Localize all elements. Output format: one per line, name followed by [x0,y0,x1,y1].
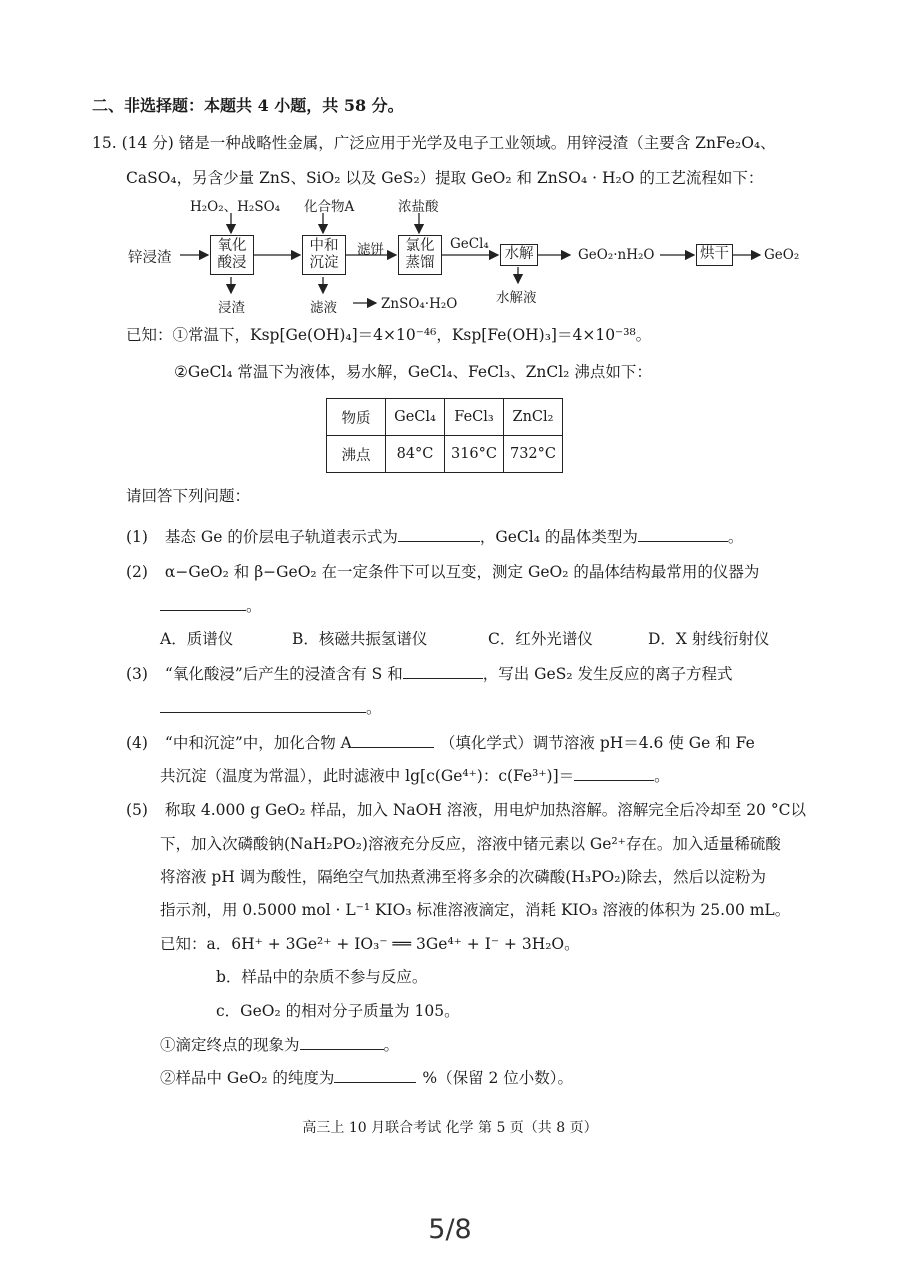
boiling-point-table [326,398,563,473]
option-d[interactable]: D．X 射线衍射仪 [648,630,770,648]
sub-question-2-blank-line [160,594,262,616]
sub-question-5-part1 [160,1033,399,1055]
flow-output-leach-residue: 浸渣 [218,300,245,316]
flow-box3-line1: 氯化 [405,238,435,254]
sub-question-end: 。 [366,699,382,717]
flow-label-hydrated-geo2: GeO₂·nH₂O [578,247,655,263]
known-reaction-equation: 已知：a．6H⁺ + 3Ge²⁺ + IO₃⁻ ══ 3Ge⁴⁺ + I⁻ + 3H₂O。 [160,935,580,953]
sub-question-1 [126,525,743,547]
question-15-intro-line2: CaSO₄，另含少量 ZnS、SiO₂ 以及 GeS₂）提取 GeO₂ 和 ZnSO₄ · H₂O 的工艺流程如下： [126,169,764,187]
sub-question-text: “氧化酸浸”后产生的浸渣含有 S 和 [164,665,403,683]
table-cell: ZnCl₂ [504,399,563,436]
answer-blank[interactable] [160,595,246,612]
flow-reagent-conc-hcl: 浓盐酸 [398,199,439,215]
sub-question-number: (1) [126,528,148,546]
question-15-intro-line1: 15. (14 分) 锗是一种战略性金属，广泛应用于光学及电子工业领域。用锌浸渣（主要含 ZnFe₂O₄、 [92,134,776,152]
sub-question-5 [126,798,806,820]
flow-label-geo2-product: GeO₂ [764,247,800,263]
table-cell: FeCl₃ [445,399,504,436]
sub-question-text: （填化学式）调节溶液 pH＝4.6 使 Ge 和 Fe [439,734,755,752]
flow-start-zinc-residue: 锌浸渣 [128,250,172,266]
sub-question-text: ，GeCl₄ 的晶体类型为 [479,528,638,546]
flow-box2-line2: 沉淀 [309,255,339,271]
flow-label-gecl4: GeCl₄ [450,236,489,252]
section-header: 二、非选择题：本题共 4 小题，共 58 分。 [92,96,404,115]
sub-question-end: 。 [727,528,744,546]
flow-output-filtrate: 滤液 [310,300,337,316]
known-impurities-note: b．样品中的杂质不参与反应。 [216,968,428,986]
sub-question-end: 。 [654,767,670,785]
table-cell: GeCl₄ [386,399,445,436]
sub-question-end: 。 [383,1036,400,1054]
answer-blank[interactable] [334,1067,416,1084]
sub-question-text: 称取 4.000 g GeO₂ 样品，加入 NaOH 溶液，用电炉加热溶解。溶解完全后冷却至 20 °C以 [164,801,806,819]
answer-blank[interactable] [638,526,728,543]
sub-question-5-line3: 将溶液 pH 调为酸性，隔绝空气加热煮沸至将多余的次磷酸(H₃PO₂)除去，然后以淀粉为 [160,868,766,886]
sub-question-4-line2 [160,764,670,786]
flow-box-neutralize-precipitate [302,235,346,275]
table-row [327,436,563,473]
answer-blank[interactable] [160,697,366,714]
sub-question-4 [126,731,755,753]
sub-question-text: “中和沉淀”中，加化合物 A [164,734,352,752]
sub-question-text: α−GeO₂ 和 β−GeO₂ 在一定条件下可以互变，测定 GeO₂ 的晶体结构最常用的仪器为 [164,563,760,581]
answer-blank[interactable] [398,526,480,543]
known-molar-mass-note: c．GeO₂ 的相对分子质量为 105。 [216,1002,460,1020]
answer-prompt: 请回答下列问题： [126,487,251,505]
flow-box2-line1: 中和 [309,238,339,254]
sub-question-text: ①滴定终点的现象为 [160,1036,300,1054]
flow-box4-label: 水解 [504,246,534,262]
flow-reagent-h2o2-h2so4: H₂O₂、H₂SO₄ [190,199,281,215]
flow-reagent-compound-a: 化合物A [304,199,355,215]
flow-box1-line1: 氧化 [217,238,247,254]
sub-question-end: 。 [246,597,262,615]
known-boiling-points-intro: ②GeCl₄ 常温下为液体，易水解，GeCl₄、FeCl₃、ZnCl₂ 沸点如下： [174,363,652,381]
answer-blank[interactable] [403,663,483,680]
option-c[interactable]: C．红外光谱仪 [488,630,593,648]
flow-box-hydrolysis [500,244,538,266]
flow-box5-label: 烘干 [700,246,729,262]
sub-question-number: (2) [126,563,148,581]
sub-question-5-line4: 指示剂，用 0.5000 mol · L⁻¹ KIO₃ 标准溶液滴定，消耗 KIO₃ 溶液的体积为 25.00 mL。 [160,901,791,919]
sub-question-number: (4) [126,734,148,752]
flow-output-hydrolysate: 水解液 [496,290,537,306]
answer-blank[interactable] [574,765,654,782]
option-b[interactable]: B．核磁共振氢谱仪 [292,630,428,648]
sub-question-3 [126,662,732,684]
table-cell: 沸点 [327,436,386,473]
sub-question-text: 共沉淀（温度为常温），此时滤液中 lg[c(Ge⁴⁺)：c(Fe³⁺)]＝ [160,767,575,785]
sub-question-3-blank-line [160,696,382,718]
page-footer: 高三上 10 月联合考试 化学 第 5 页（共 8 页） [302,1120,598,1136]
sub-question-5-line2: 下，加入次磷酸钠(NaH₂PO₂)溶液充分反应，溶液中锗元素以 Ge²⁺存在。加入适量稀硫酸 [160,835,781,853]
flow-box3-line2: 蒸馏 [405,255,435,271]
option-a[interactable]: A．质谱仪 [160,630,234,648]
sub-question-number: (3) [126,665,148,683]
sub-question-text: ②样品中 GeO₂ 的纯度为 [160,1069,335,1087]
sub-question-text: 基态 Ge 的价层电子轨道表示式为 [164,528,398,546]
flow-output-znso4-h2o: ZnSO₄·H₂O [381,296,458,312]
page-indicator: 5/8 [428,1214,472,1245]
table-header-row [327,399,563,436]
sub-question-text: %（保留 2 位小数）。 [422,1069,574,1087]
flow-box-oxidative-acid-leach [210,235,254,275]
answer-blank[interactable] [300,1034,384,1051]
table-cell: 316°C [445,436,504,473]
process-flow-diagram [0,0,900,320]
flow-box-dry [696,244,733,266]
table-cell: 物质 [327,399,386,436]
sub-question-text: ，写出 GeS₂ 发生反应的离子方程式 [482,665,733,683]
table-cell: 84°C [386,436,445,473]
sub-question-number: (5) [126,801,148,819]
flow-box1-line2: 酸浸 [217,255,247,271]
answer-blank[interactable] [352,732,434,749]
table-cell: 732°C [504,436,563,473]
flow-label-filter-cake: 滤饼 [357,242,384,258]
flow-arrows [0,0,900,320]
flow-box-chlorinate-distill [398,235,442,275]
sub-question-2 [126,560,759,582]
known-ksp-values: 已知：①常温下，Ksp[Ge(OH)₄]＝4×10⁻⁴⁶，Ksp[Fe(OH)₃]＝4×10⁻³⁸。 [126,326,652,344]
sub-question-5-part2 [160,1066,573,1088]
